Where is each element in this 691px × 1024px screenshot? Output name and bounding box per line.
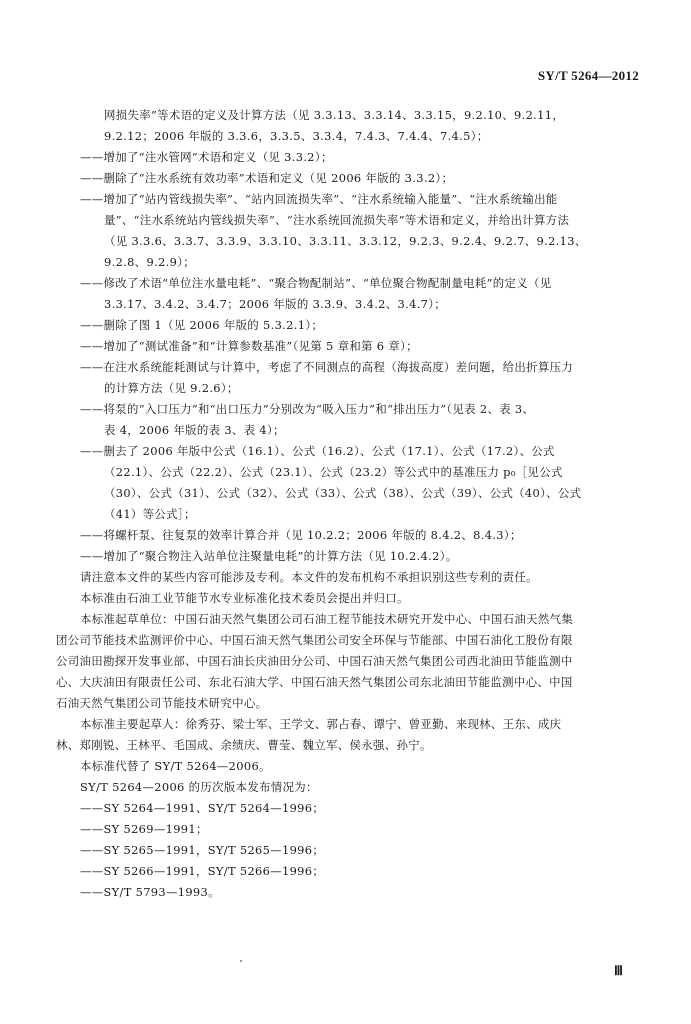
scan-speck — [240, 960, 242, 962]
text-line: ——SY/T 5793—1993。 — [80, 885, 220, 899]
text-line: ——增加了“聚合物注入站单位注聚量电耗”的计算方法（见 10.2.4.2）。 — [80, 549, 458, 563]
text-line: ——删去了 2006 年版中公式（16.1）、公式（16.2）、公式（17.1）、公式（17.2）、公式 — [80, 444, 555, 458]
text-line: 3.3.17、3.4.2、3.4.7；2006 年版的 3.3.9、3.4.2、3.4.7）； — [104, 297, 447, 311]
text-line: 心、大庆油田有限责任公司、东北石油大学、中国石油天然气集团公司东北油田节能监测中心、中国 — [56, 675, 573, 689]
text-line: ——删除了“注水系统有效功率”术语和定义（见 2006 年版的 3.3.2）； — [80, 171, 454, 185]
text-line: ——将螺杆泵、往复泵的效率计算合并（见 10.2.2；2006 年版的 8.4.2、8.4.3）； — [80, 528, 522, 542]
text-line: 本标准主要起草人：徐秀芬、梁士军、王学文、郭占春、谭宁、曾亚勤、来现林、王东、成庆 — [80, 717, 562, 731]
text-line: 公司油田勘探开发事业部、中国石油长庆油田分公司、中国石油天然气集团公司西北油田节能监测中 — [56, 654, 573, 668]
text-line: ——增加了“测试准备”和“计算参数基准”（见第 5 章和第 6 章）； — [80, 339, 418, 353]
text-line: 石油天然气集团公司节能技术研究中心。 — [56, 696, 268, 710]
text-line: ——删除了图 1（见 2006 年版的 5.3.2.1）； — [80, 318, 324, 332]
text-line: ——SY 5264—1991、SY/T 5264—1996； — [80, 801, 325, 815]
text-line: 网损失率”等术语的定义及计算方法（见 3.3.13、3.3.14、3.3.15，9.2.10、9.2.11， — [104, 108, 565, 122]
text-line: ——修改了术语“单位注水量电耗”、“聚合物配制站”、“单位聚合物配制量电耗”的定义（见 — [80, 276, 552, 290]
text-line: ——增加了“注水管网”术语和定义（见 3.3.2）； — [80, 150, 333, 164]
text-line: 本标准代替了 SY/T 5264—2006。 — [80, 759, 271, 773]
text-line: （30）、公式（31）、公式（32）、公式（33）、公式（38）、公式（39）、公式（40）、公式 — [104, 486, 582, 500]
text-line: ——增加了“站内管线损失率”、“站内回流损失率”、“注水系统输入能量”、“注水系统输出能 — [80, 192, 558, 206]
text-line: （见 3.3.6、3.3.7、3.3.9、3.3.10、3.3.11、3.3.12，9.2.3、9.2.4、9.2.7、9.2.13、 — [104, 234, 587, 248]
standard-code-header: SY/T 5264—2012 — [537, 68, 639, 83]
text-line: ——SY 5266—1991，SY/T 5266—1996； — [80, 864, 325, 878]
text-line: 本标准起草单位：中国石油天然气集团公司石油工程节能技术研究开发中心、中国石油天然气集 — [80, 612, 574, 626]
text-line: 团公司节能技术监测评价中心、中国石油天然气集团公司安全环保与节能部、中国石油化工股份有限 — [56, 633, 573, 647]
text-line: SY/T 5264—2006 的历次版本发布情况为： — [80, 780, 318, 794]
text-line: 表 4，2006 年版的表 3、表 4）； — [104, 423, 285, 437]
text-line: 林、郑刚锐、王林平、毛国成、余绩庆、曹莹、魏立军、侯永强、孙宁。 — [56, 738, 432, 752]
text-line: 本标准由石油工业节能节水专业标准化技术委员会提出并归口。 — [80, 591, 409, 605]
text-line: 的计算方法（见 9.2.6）； — [104, 381, 239, 395]
text-line: 请注意本文件的某些内容可能涉及专利。本文件的发布机构不承担识别这些专利的责任。 — [80, 570, 538, 584]
text-line: 量”、“注水系统站内管线损失率”、“注水系统回流损失率”等术语和定义，并给出计算方法 — [104, 213, 570, 227]
text-line: ——在注水系统能耗测试与计算中，考虑了不同测点的高程（海拔高度）差问题，给出折算压力 — [80, 360, 574, 374]
text-line: 9.2.8、9.2.9）； — [104, 255, 195, 269]
text-line: ——SY 5265—1991，SY/T 5265—1996； — [80, 843, 325, 857]
text-line: （22.1）、公式（22.2）、公式（23.1）、公式（23.2）等公式中的基准压力 p₀［见公式 — [104, 465, 563, 479]
text-line: ——SY 5269—1991； — [80, 822, 208, 836]
text-line: 9.2.12；2006 年版的 3.3.6，3.3.5、3.3.4，7.4.3、7.4.4、7.4.5）； — [104, 129, 489, 143]
text-line: （41）等公式］； — [104, 507, 196, 521]
page-number: Ⅲ — [614, 963, 623, 978]
text-line: ——将泵的“入口压力”和“出口压力”分别改为“吸入压力”和“排出压力”（见表 2、表 3、 — [80, 402, 535, 416]
